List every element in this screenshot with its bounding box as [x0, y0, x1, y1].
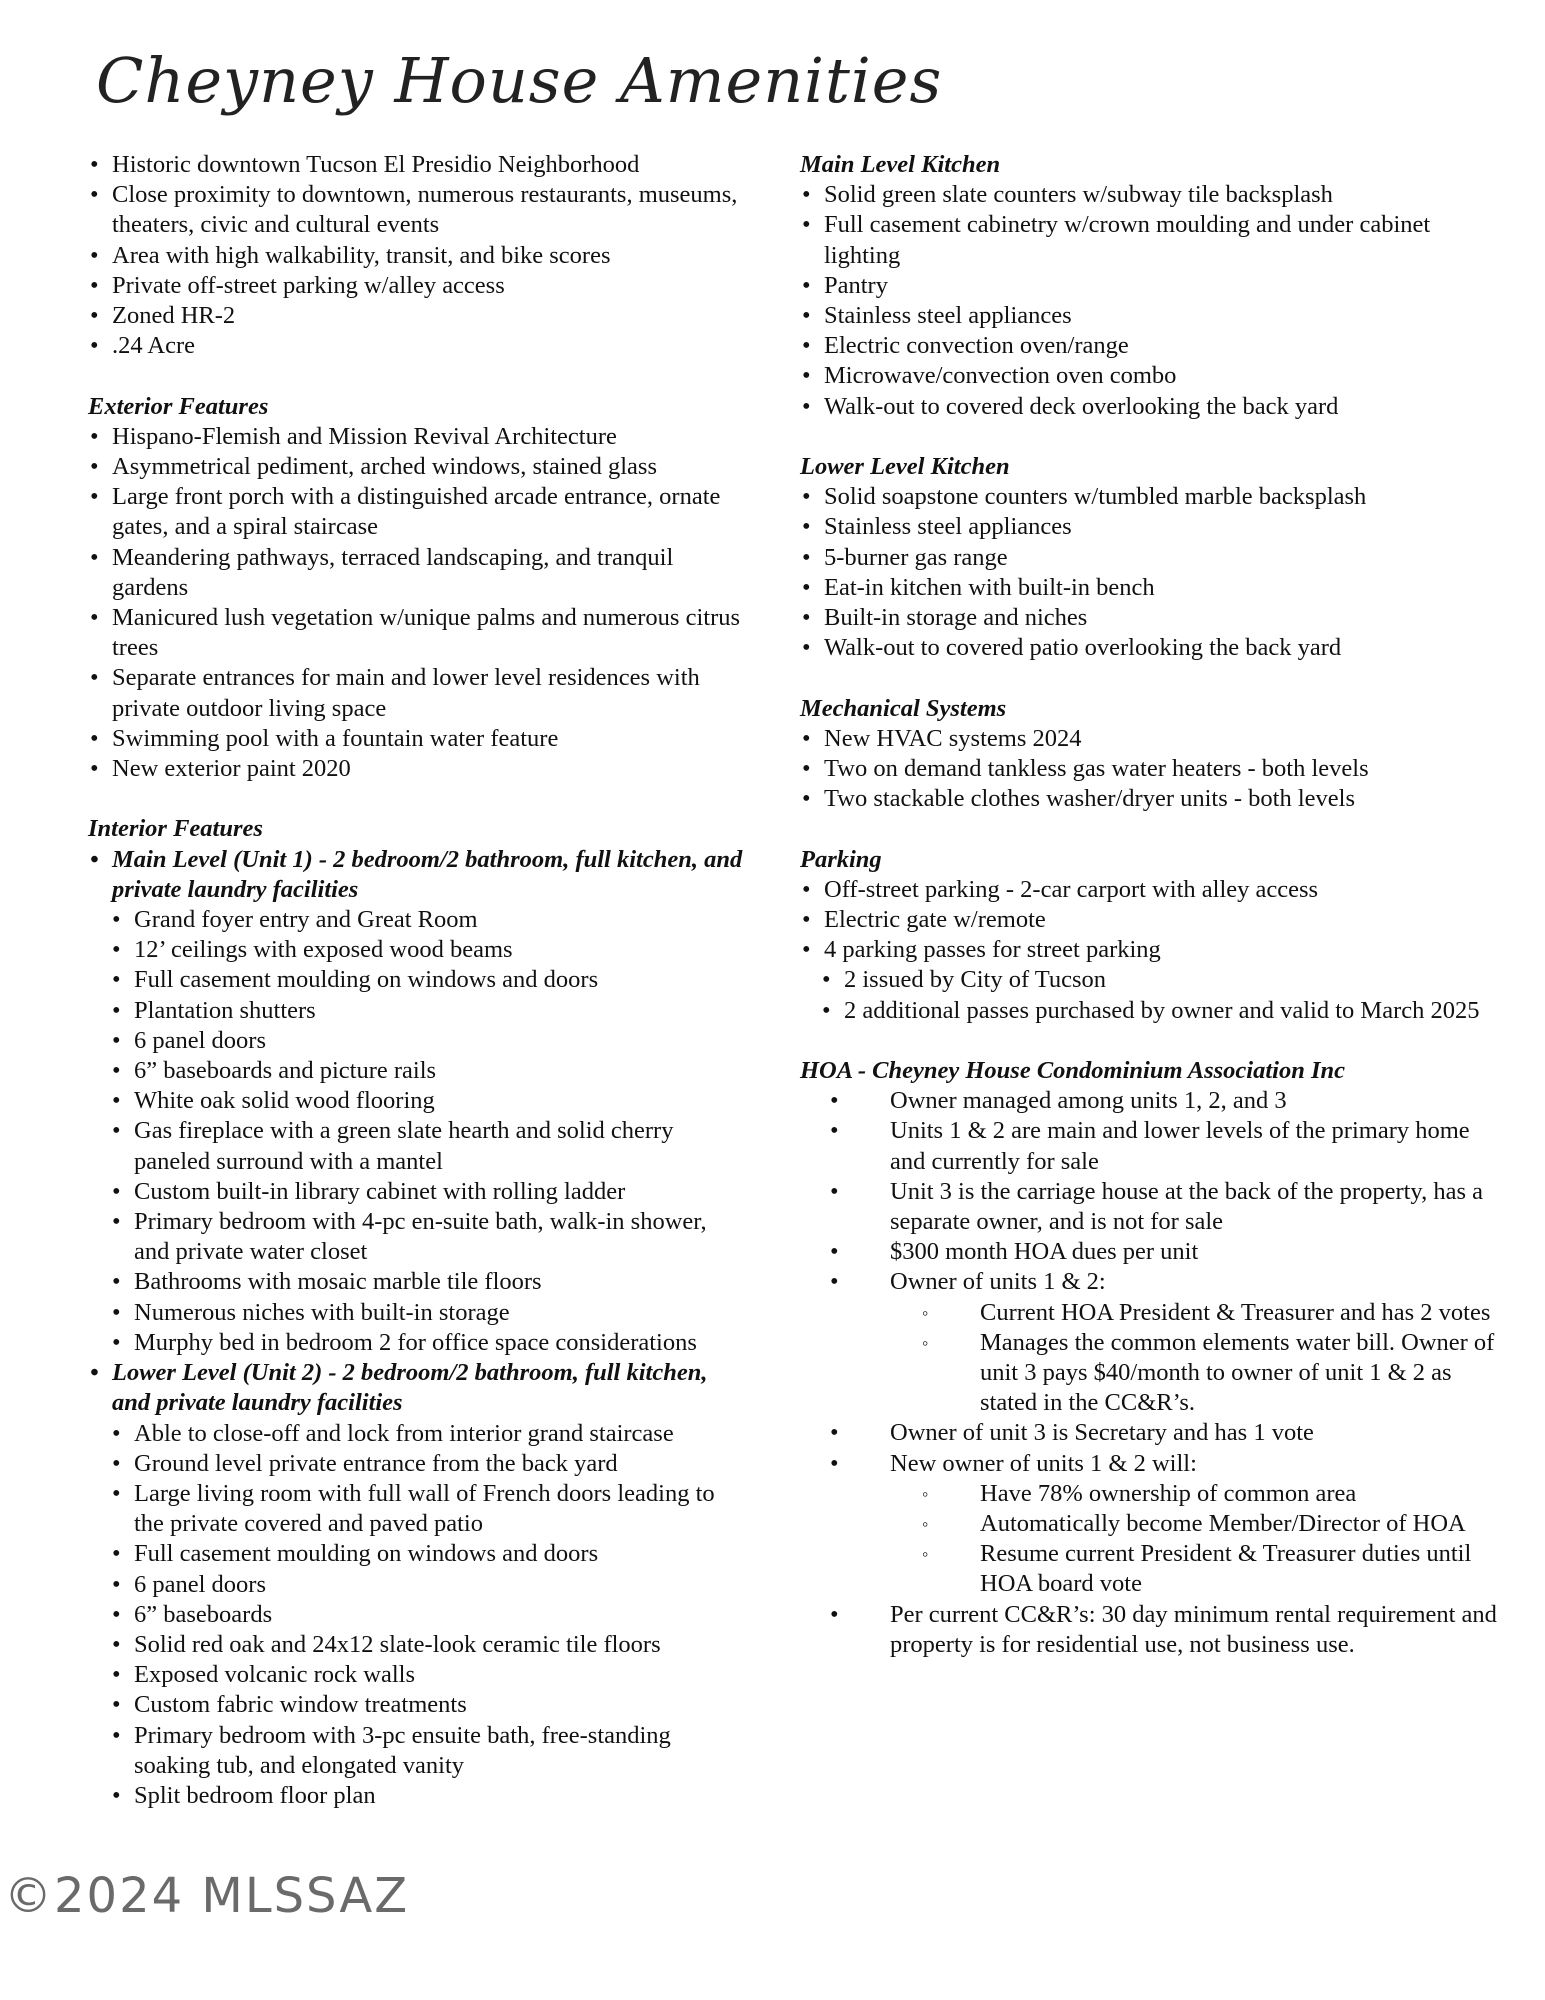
list-item: • Swimming pool with a fountain water feature	[88, 724, 748, 754]
list-item: • $300 month HOA dues per unit	[800, 1237, 1500, 1267]
list-item: • Unit 3 is the carriage house at the back of the property, has a separate owner, and is not for sale	[800, 1177, 1500, 1237]
hoa-list-a	[800, 1086, 1500, 1297]
list-item: • Owner of units 1 & 2:	[800, 1267, 1500, 1297]
overview-section	[88, 150, 748, 361]
list-item: • Pantry	[800, 271, 1500, 301]
list-item: • Large living room with full wall of French doors leading to the private covered and paved patio	[88, 1479, 748, 1539]
hoa-list-b	[800, 1418, 1500, 1478]
list-item: • Primary bedroom with 4-pc en-suite bath, walk-in shower, and private water closet	[88, 1207, 748, 1267]
list-item: • 6” baseboards	[88, 1600, 748, 1630]
list-item: • New owner of units 1 & 2 will:	[800, 1449, 1500, 1479]
list-item: • Grand foyer entry and Great Room	[88, 905, 748, 935]
main-level-list	[88, 905, 748, 1358]
list-item: • 2 additional passes purchased by owner and valid to March 2025	[800, 996, 1500, 1026]
list-item: • Historic downtown Tucson El Presidio Neighborhood	[88, 150, 748, 180]
list-item: • Numerous niches with built-in storage	[88, 1298, 748, 1328]
copyright-watermark: ©2024 MLSSAZ	[4, 1868, 410, 1924]
list-item: • Custom built-in library cabinet with rolling ladder	[88, 1177, 748, 1207]
interior-list	[88, 845, 748, 905]
main-level-heading: • Main Level (Unit 1) - 2 bedroom/2 bathroom, full kitchen, and private laundry facilities	[88, 845, 748, 905]
list-item: • New exterior paint 2020	[88, 754, 748, 784]
exterior-heading: Exterior Features	[88, 392, 269, 420]
lower-kitchen-section	[800, 452, 1500, 663]
list-item: • 12’ ceilings with exposed wood beams	[88, 935, 748, 965]
list-item: ◦ Manages the common elements water bill. Owner of unit 3 pays $40/month to owner of unit 1 & 2 as stated in the CC&R’s.	[800, 1328, 1500, 1419]
list-item: • Bathrooms with mosaic marble tile floors	[88, 1267, 748, 1297]
list-item: • White oak solid wood flooring	[88, 1086, 748, 1116]
list-item: • Stainless steel appliances	[800, 512, 1500, 542]
parking-section	[800, 845, 1500, 1026]
list-item: • Meandering pathways, terraced landscaping, and tranquil gardens	[88, 543, 748, 603]
hoa-list-c	[800, 1600, 1500, 1660]
list-item: • Walk-out to covered deck overlooking the back yard	[800, 392, 1500, 422]
mechanical-heading: Mechanical Systems	[800, 694, 1007, 722]
list-item: • Separate entrances for main and lower level residences with private outdoor living space	[88, 663, 748, 723]
list-item: • 6” baseboards and picture rails	[88, 1056, 748, 1086]
list-item: • Walk-out to covered patio overlooking the back yard	[800, 633, 1500, 663]
overview-list	[88, 150, 748, 361]
hoa-owner-sub-list	[800, 1298, 1500, 1419]
list-item: • Large front porch with a distinguished arcade entrance, ornate gates, and a spiral staircase	[88, 482, 748, 542]
lower-level-list	[88, 1419, 748, 1812]
list-item: • Per current CC&R’s: 30 day minimum rental requirement and property is for residential use, not business use.	[800, 1600, 1500, 1660]
parking-list	[800, 875, 1500, 966]
list-item: ◦ Current HOA President & Treasurer and has 2 votes	[800, 1298, 1500, 1328]
hoa-new-owner-sub-list	[800, 1479, 1500, 1600]
list-item: • Two on demand tankless gas water heaters - both levels	[800, 754, 1500, 784]
lower-level-heading: • Lower Level (Unit 2) - 2 bedroom/2 bathroom, full kitchen, and private laundry facilities	[88, 1358, 748, 1418]
list-item: • Plantation shutters	[88, 996, 748, 1026]
list-item: • 5-burner gas range	[800, 543, 1500, 573]
list-item: • 2 issued by City of Tucson	[800, 965, 1500, 995]
list-item: • Full casement moulding on windows and doors	[88, 1539, 748, 1569]
list-item: ◦ Have 78% ownership of common area	[800, 1479, 1500, 1509]
parking-heading: Parking	[800, 845, 882, 873]
mechanical-list	[800, 724, 1500, 815]
list-item: • Asymmetrical pediment, arched windows, stained glass	[88, 452, 748, 482]
list-item: • Built-in storage and niches	[800, 603, 1500, 633]
list-item: ◦ Resume current President & Treasurer duties until HOA board vote	[800, 1539, 1500, 1599]
list-item: • Private off-street parking w/alley access	[88, 271, 748, 301]
list-item: • Owner managed among units 1, 2, and 3	[800, 1086, 1500, 1116]
list-item: • Ground level private entrance from the back yard	[88, 1449, 748, 1479]
list-item: • Able to close-off and lock from interior grand staircase	[88, 1419, 748, 1449]
left-column	[88, 150, 748, 1811]
main-kitchen-list	[800, 180, 1500, 422]
list-item: • 6 panel doors	[88, 1026, 748, 1056]
list-item: • Full casement moulding on windows and doors	[88, 965, 748, 995]
list-item: • Split bedroom floor plan	[88, 1781, 748, 1811]
mechanical-section	[800, 694, 1500, 815]
list-item: • Solid red oak and 24x12 slate-look ceramic tile floors	[88, 1630, 748, 1660]
list-item: • Off-street parking - 2-car carport with alley access	[800, 875, 1500, 905]
list-item: • Microwave/convection oven combo	[800, 361, 1500, 391]
list-item: • Full casement cabinetry w/crown moulding and under cabinet lighting	[800, 210, 1500, 270]
interior-section	[88, 814, 748, 1811]
main-kitchen-section	[800, 150, 1500, 422]
hoa-heading: HOA - Cheyney House Condominium Association Inc	[800, 1057, 1345, 1085]
list-item: • Exposed volcanic rock walls	[88, 1660, 748, 1690]
list-item: • Owner of unit 3 is Secretary and has 1 vote	[800, 1418, 1500, 1448]
page-title: Cheyney House Amenities	[96, 44, 943, 117]
main-kitchen-heading: Main Level Kitchen	[800, 151, 1001, 178]
list-item: • Area with high walkability, transit, and bike scores	[88, 241, 748, 271]
exterior-section	[88, 392, 748, 785]
list-item: • Custom fabric window treatments	[88, 1690, 748, 1720]
list-item: • Two stackable clothes washer/dryer units - both levels	[800, 784, 1500, 814]
list-item: • New HVAC systems 2024	[800, 724, 1500, 754]
parking-sub-list	[800, 965, 1500, 1025]
list-item: • Gas fireplace with a green slate hearth and solid cherry paneled surround with a mantel	[88, 1116, 748, 1176]
list-item: • Units 1 & 2 are main and lower levels of the primary home and currently for sale	[800, 1116, 1500, 1176]
right-column	[800, 150, 1500, 1660]
list-item: • Close proximity to downtown, numerous restaurants, museums, theaters, civic and cultural events	[88, 180, 748, 240]
list-item: • Manicured lush vegetation w/unique palms and numerous citrus trees	[88, 603, 748, 663]
list-item: • Murphy bed in bedroom 2 for office space considerations	[88, 1328, 748, 1358]
lower-kitchen-list	[800, 482, 1500, 663]
list-item: • Electric gate w/remote	[800, 905, 1500, 935]
list-item: • 6 panel doors	[88, 1570, 748, 1600]
hoa-section	[800, 1056, 1500, 1660]
list-item: • Stainless steel appliances	[800, 301, 1500, 331]
interior-heading: Interior Features	[88, 815, 263, 843]
lower-kitchen-heading: Lower Level Kitchen	[800, 453, 1010, 481]
interior-list-2	[88, 1358, 748, 1418]
list-item: • Zoned HR-2	[88, 301, 748, 331]
exterior-list	[88, 422, 748, 784]
list-item: • Solid green slate counters w/subway tile backsplash	[800, 180, 1500, 210]
list-item: • Electric convection oven/range	[800, 331, 1500, 361]
list-item: • .24 Acre	[88, 331, 748, 361]
list-item: • Solid soapstone counters w/tumbled marble backsplash	[800, 482, 1500, 512]
list-item: • Primary bedroom with 3-pc ensuite bath, free-standing soaking tub, and elongated vanity	[88, 1721, 748, 1781]
list-item: • Eat-in kitchen with built-in bench	[800, 573, 1500, 603]
list-item: • Hispano-Flemish and Mission Revival Architecture	[88, 422, 748, 452]
list-item: • 4 parking passes for street parking	[800, 935, 1500, 965]
list-item: ◦ Automatically become Member/Director of HOA	[800, 1509, 1500, 1539]
